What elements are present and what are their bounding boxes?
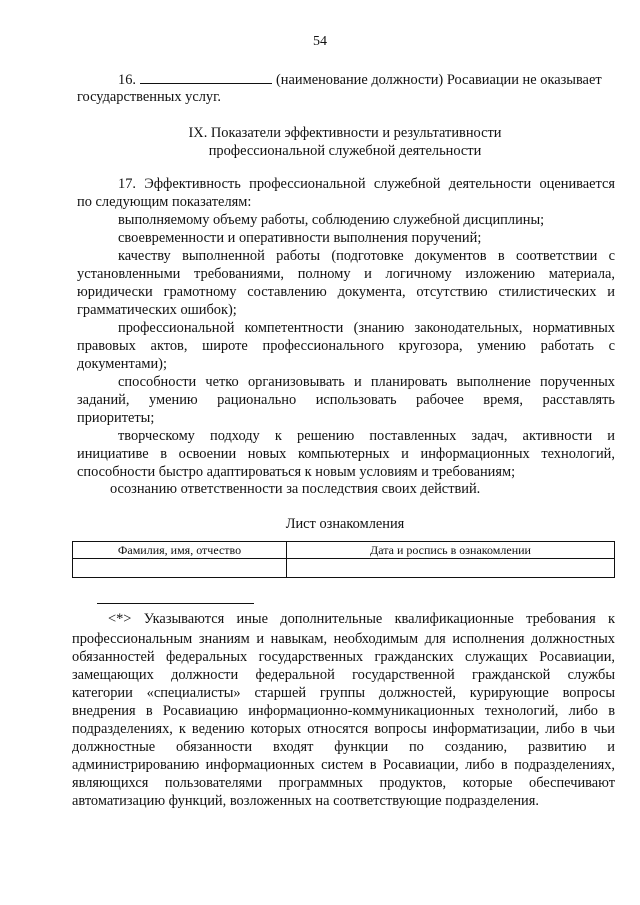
body-line: 17. Эффективность профессиональной служебной деятельности оценивается [118,176,615,192]
footnote-line: автоматизацию функций, возложенных на соответствующие подразделения. [72,793,539,809]
page-number: 54 [313,34,327,49]
footnote-line: являющихся пользователями программных продуктов, которые обеспечивают [72,775,615,791]
body-line: качеству выполненной работы (подготовке документов в соответствии с [118,248,615,264]
footnote-line: подразделениях, к ведению которых относятся вопросы информатизации, либо в чьи [72,721,615,737]
body-line: заданий, умению рационально использовать рабочее время, расставлять [77,392,615,408]
body-line: инициативе в освоении новых компьютерных и информационных технологий, [77,446,615,462]
body-line: творческому подходу к решению поставленных задач, активности и [118,428,615,444]
body-line: правовых актов, широте профессионального кругозора, умению работать с [77,338,615,354]
item-16-line2: государственных услуг. [77,89,221,105]
footnote-separator [97,603,254,604]
table-header-full-name: Фамилия, имя, отчество [73,542,287,559]
body-line: приоритеты; [77,410,155,426]
body-line: по следующим показателям: [77,194,252,210]
table-row [73,559,615,578]
table-header-row [73,542,615,559]
footnote-line: администрированию информационных систем в Росавиации, либо в подразделениях, [72,757,615,773]
table-cell [287,559,615,578]
body-line: профессиональной компетентности (знанию законодательных, нормативных [118,320,615,336]
body-line: своевременности и оперативности выполнения поручений; [118,230,482,246]
footnote-line: обязанностей федеральных государственных гражданских служащих Росавиации, [72,649,615,665]
item-16-line1 [118,70,615,89]
acknowledgement-table [72,541,615,578]
footnote-line: замещающих должности федеральной государственной гражданской службы [72,667,615,683]
footnote-line: категории «специалисты» старшей группы должностей, курирующие вопросы [72,685,615,701]
footnote-line: профессиональным знаниям и навыкам, необходимым для исполнения должностных [72,631,615,647]
position-name-blank [140,70,272,84]
item-16-number: 16. [118,72,136,88]
body-line: выполняемому объему работы, соблюдению служебной дисциплины; [118,212,545,228]
section-heading-line2: профессиональной служебной деятельности [208,143,482,159]
body-line: юридически грамотному составлению документа, отсутствию стилистических и [77,284,615,300]
body-line: грамматических ошибок); [77,302,237,318]
body-line: способности четко организовывать и планировать выполнение порученных [118,374,615,390]
table-header-date-signature: Дата и роспись в ознакомлении [287,542,615,559]
table-cell [73,559,287,578]
body-line: документами); [77,356,167,372]
body-line: установленными требованиями, полному и логичному изложению материала, [77,266,615,282]
item-16-text: (наименование должности) Росавиации не оказывает [276,72,602,88]
footnote-line: внедрения в Росавиацию информационно-коммуникационных технологий, либо в [72,703,615,719]
body-line: осознанию ответственности за последствия своих действий. [110,481,481,497]
footnote-line: должностные обязанности входят функции по созданию, развитию и [72,739,615,755]
section-heading-line1: IX. Показатели эффективности и результативности [188,125,502,141]
footnote-line: <*> Указываются иные дополнительные квалификационные требования к [108,611,615,627]
body-line: способности быстро адаптироваться к новым условиям и требованиям; [77,464,516,480]
acknowledgement-sheet-title: Лист ознакомления [285,516,405,532]
